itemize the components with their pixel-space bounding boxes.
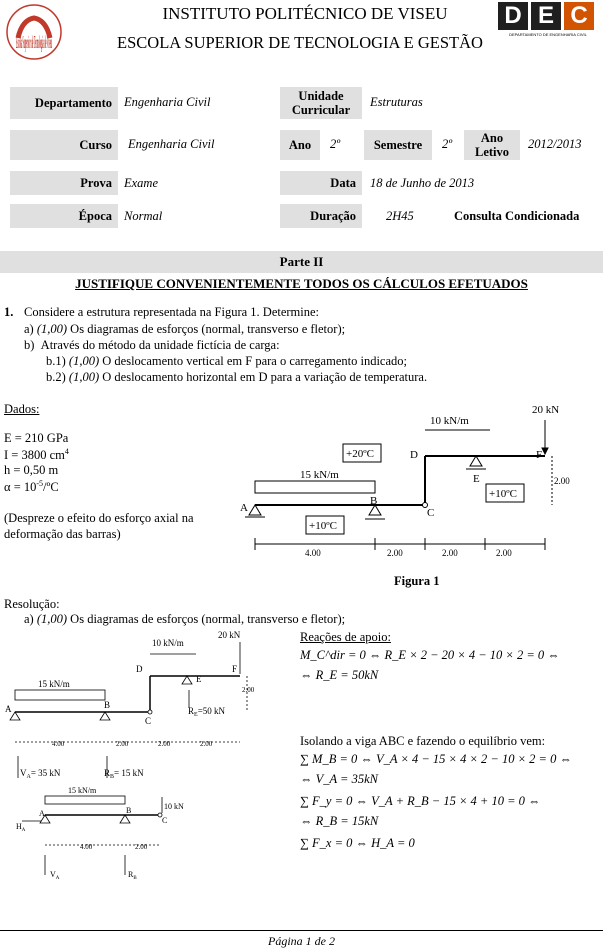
question-b1-prefix: b.1) [46,354,66,368]
question-b2-points: (1,00) [68,370,100,384]
sk1-load-10: 10 kN/m [152,638,184,648]
sk1-label-b: B [104,700,111,710]
eq-6: ⇔ R_B = 15kN [300,814,379,828]
dec-letter-d: D [498,2,528,30]
sk1-va-val: = 35 kN [30,768,61,778]
sk1-load-20: 20 kN [218,630,241,640]
fig1-load-15: 15 kN/m [300,469,339,481]
sk1-rb-sub: B [110,774,115,780]
duracao-label: Duração [280,204,362,228]
fig1-dim-2c: 2.00 [496,548,512,558]
eq-4: ⇔ V_A = 35kN [300,772,378,786]
question-a [24,322,345,337]
fig1-label-a: A [240,502,248,514]
curso-label: Curso [10,130,118,160]
epoca-value: Normal [124,209,163,223]
sk2-rb [128,870,137,881]
eq-2: ⇔ R_E = 50kN [300,668,379,682]
institute-name: INSTITUTO POLITÉCNICO DE VISEU [162,4,448,23]
sk2-load-10: 10 kN [164,802,184,811]
dados-e: E = 210 GPa [4,431,69,445]
fig1-load-10: 10 kN/m [430,415,469,427]
footer-page: Página 1 de 2 [268,934,335,948]
fig1-label-d: D [410,449,418,461]
sk2-label-b: B [126,806,132,815]
ano-label: Ano [280,130,320,160]
sk2-rb-sub: B [133,876,137,881]
question-b-text: Através do método da unidade fictícia de carga: [40,338,280,352]
ano-letivo-label-2: Letivo [474,145,510,159]
fig1-label-e: E [473,473,480,485]
data-value: 18 de Junho de 2013 [370,176,475,190]
sk2-va-sub: A [55,876,60,881]
data-label: Data [280,171,362,195]
sk2-load-15: 15 kN/m [68,786,97,795]
duracao-value: 2H45 [386,209,414,223]
sk1-va-sym: V [20,768,27,778]
dados-alpha-sym: α [4,480,11,495]
ano-letivo-label-1: Ano [480,131,504,145]
eq-7: ∑ F_x = 0 ⇔ H_A = 0 [300,836,415,850]
eq-1: M_C^dir = 0 ⇔ R_E × 2 − 20 × 4 − 10 × 2 = 0 ⇔ [300,648,560,662]
sk1-rb [104,768,144,780]
fig1-label-b: B [370,495,378,507]
dados-title: Dados: [4,402,40,416]
ano-letivo-label [464,130,520,160]
resolucao-a [24,612,345,627]
semestre-value: 2º [442,137,453,151]
eq-5: ∑ F_y = 0 ⇔ V_A + R_B − 15 × 4 + 10 = 0 ⇔ [300,794,541,808]
sk1-dim-h: 2.00 [242,686,255,694]
dec-letter-c: C [564,2,594,30]
dados-i-exp: 4 [64,447,69,456]
dec-letter-e: E [531,2,561,30]
unidade-label-1: Unidade [298,89,344,103]
sk2-label-a: A [39,809,45,818]
school-logo [4,2,64,62]
question-b2 [46,370,427,385]
question-b1-text: O deslocamento vertical em F para o carregamento indicado; [99,354,407,368]
ano-value: 2º [330,137,341,151]
sk2-rb-sym: R [128,870,134,879]
resolucao-a-prefix: a) [24,612,34,626]
school-name: ESCOLA SUPERIOR DE TECNOLOGIA E GESTÃO [117,33,483,52]
isolando-text: Isolando a viga ABC e fazendo o equilíbrio vem: [300,734,546,748]
unidade-value: Estruturas [370,95,423,109]
question-a-text: Os diagramas de esforços (normal, transverso e fletor); [67,322,346,336]
sk2-dim-4: 4.00 [80,843,93,851]
question-b1-points: (1,00) [68,354,100,368]
fig1-temp-plus20: +20ºC [346,448,374,460]
sk1-label-e: E [196,674,202,684]
sk1-re-val: =50 kN [197,706,226,716]
question-a-prefix: a) [24,322,34,336]
sk1-re [188,706,226,718]
sketch-1 [0,628,290,784]
question-b [24,338,280,353]
sk1-label-d: D [136,664,143,674]
part-instruction: JUSTIFIQUE CONVENIENTEMENTE TODOS OS CÁLCULOS EFETUADOS [75,276,528,291]
unidade-label [280,87,362,119]
reacoes-title: Reações de apoio: [300,630,391,644]
question-number: 1. [4,305,14,319]
dec-logo [498,2,598,42]
prova-label: Prova [10,171,118,195]
sk1-dim-2c: 2.00 [200,740,213,748]
sk1-rb-sym: R [104,768,111,778]
question-intro: Considere a estrutura representada na Figura 1. Determine: [24,305,320,319]
epoca-label: Época [10,204,118,228]
figure-1-caption: Figura 1 [394,574,440,588]
sk1-re-sym: R [188,706,195,716]
sk1-label-f: F [232,664,238,674]
dados-alpha-exp: -5 [36,479,44,488]
sk1-va-sub: A [26,774,31,780]
dados-alpha-unit: /ºC [43,480,59,495]
departamento-label: Departamento [10,87,118,119]
fig1-label-c: C [427,507,435,519]
fig1-temp-plus10-a: +10ºC [309,520,337,532]
dados-note-1: (Despreze o efeito do esforço axial na [4,511,194,525]
dados-i [4,447,69,463]
fig1-dim-h: 2.00 [554,476,570,486]
sk2-dim-2: 2.00 [135,843,148,851]
sk1-re-sub: E [194,712,198,718]
sk2-ha-sub: A [21,828,26,833]
fig1-dim-2a: 2.00 [387,548,403,558]
sk1-dim-2b: 2.00 [158,740,171,748]
sk2-ha-sym: H [16,822,22,831]
sk1-load-15: 15 kN/m [38,679,70,689]
figure-1 [230,398,603,568]
question-a-points: (1,00) [36,322,68,336]
curso-value: Engenharia Civil [128,137,215,151]
sk2-va-sym: V [50,870,56,879]
resolucao-title: Resolução: [4,597,60,611]
question-b2-prefix: b.2) [46,370,66,384]
departamento-value: Engenharia Civil [124,95,211,109]
fig1-temp-plus10-b: +10ºC [489,488,517,500]
fig1-load-20: 20 kN [532,404,560,416]
school-logo-text: Escola Superior de Tecnologia de Viseu [16,32,52,52]
dados-alpha-base: = 10 [10,480,37,495]
sk2-ha [16,822,26,833]
dados-alpha [4,479,59,495]
fig1-label-f: F [536,449,543,461]
sk2-va [50,870,60,881]
question-b1 [46,354,407,369]
resolucao-a-text: Os diagramas de esforços (normal, transverso e fletor); [67,612,346,626]
consulta-text: Consulta Condicionada [454,209,580,223]
unidade-label-2: Curricular [291,103,351,117]
resolucao-a-points: (1,00) [36,612,68,626]
sk2-label-c: C [162,816,168,825]
ano-letivo-value: 2012/2013 [528,137,582,151]
dados-h: h = 0,50 m [4,463,59,477]
dados-note-2: deformação das barras) [4,527,121,541]
fig1-dim-2b: 2.00 [442,548,458,558]
sketch-2 [0,785,200,885]
sk1-dim-4: 4.00 [52,740,65,748]
question-b2-text: O deslocamento horizontal em D para a variação de temperatura. [99,370,428,384]
sk1-label-c: C [145,716,152,726]
dados-i-base: I = 3800 cm [4,448,65,463]
sk1-dim-2a: 2.00 [116,740,129,748]
sk1-label-a: A [5,704,12,714]
footer-rule [0,930,603,931]
eq-3: ∑ M_B = 0 ⇔ V_A × 4 − 15 × 4 × 2 − 10 × 2 = 0 ⇔ [300,752,572,766]
prova-value: Exame [124,176,159,190]
semestre-label: Semestre [364,130,432,160]
sk1-rb-val: = 15 kN [114,768,144,778]
fig1-dim-4: 4.00 [305,548,321,558]
sk1-va [20,768,61,780]
part-title: Parte II [279,254,324,269]
dec-caption: DEPARTAMENTO DE ENGENHARIA CIVIL [509,32,587,37]
question-b-prefix: b) [24,338,35,352]
